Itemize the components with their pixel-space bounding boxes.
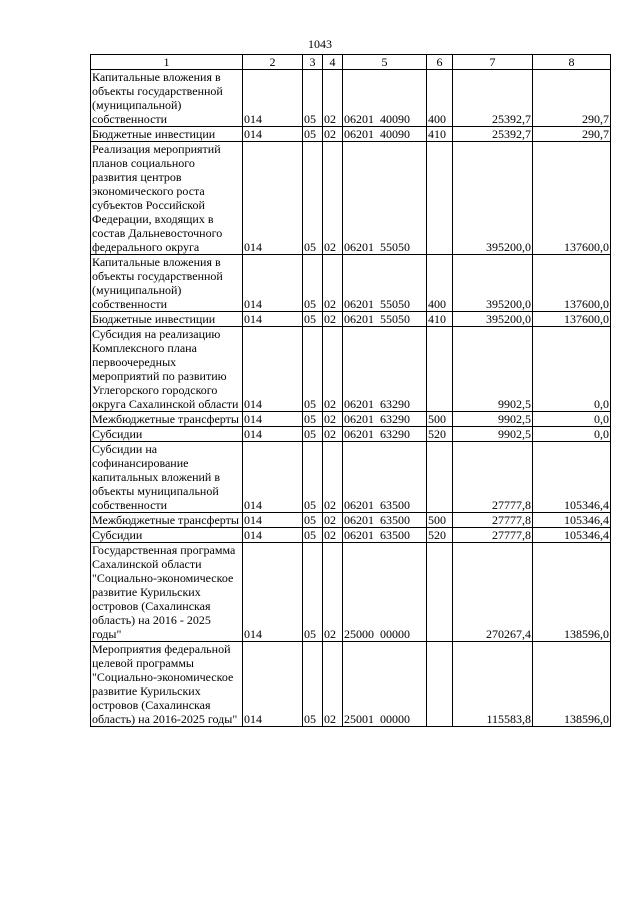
expense-type-cell: 500 [427,513,453,528]
target-code-program: 06201 [344,427,374,441]
amount-2019-cell: 25392,7 [453,127,533,142]
row-name-text: Капитальные вложения в объекты государственной (муниципальной) собственности [92,255,223,311]
table-row [91,513,611,528]
row-name-cell [91,513,243,528]
subsection-code-cell: 02 [323,513,343,528]
row-name-text: Субсидии [92,427,143,441]
subsection-code-cell: 02 [323,642,343,727]
target-code-cell [343,528,427,543]
section-code-cell: 05 [303,513,323,528]
budget-table [90,54,611,727]
amount-2020-cell: 0,0 [533,327,611,412]
ministry-code-cell: 014 [243,513,303,528]
subsection-code-cell: 02 [323,70,343,127]
table-row [91,70,611,127]
column-header: 2 [243,55,303,70]
target-code-program: 06201 [344,528,374,542]
target-code-direction: 55050 [380,312,410,326]
amount-2019-cell: 9902,5 [453,412,533,427]
amount-2020-cell: 290,7 [533,70,611,127]
amount-2019-cell: 27777,8 [453,442,533,513]
column-header: 5 [343,55,427,70]
column-header: 1 [91,55,243,70]
row-name-text: Межбюджетные трансферты [92,513,239,527]
table-row [91,127,611,142]
expense-type-cell [427,142,453,255]
amount-2020-cell: 0,0 [533,412,611,427]
column-header: 3 [303,55,323,70]
ministry-code-cell: 014 [243,70,303,127]
target-code-cell [343,142,427,255]
target-code-program: 06201 [344,297,374,311]
target-code-direction: 00000 [380,712,410,726]
ministry-code-cell: 014 [243,543,303,642]
ministry-code-cell: 014 [243,255,303,312]
target-code-direction: 63500 [380,528,410,542]
target-code-program: 06201 [344,498,374,512]
row-name-cell [91,427,243,442]
target-code-direction: 55050 [380,297,410,311]
section-code-cell: 05 [303,142,323,255]
row-name-text: Капитальные вложения в объекты государственной (муниципальной) собственности [92,70,223,126]
target-code-cell [343,127,427,142]
amount-2019-cell: 395200,0 [453,255,533,312]
target-code-cell [343,642,427,727]
amount-2020-cell: 138596,0 [533,543,611,642]
target-code-cell [343,412,427,427]
table-row [91,327,611,412]
subsection-code-cell: 02 [323,127,343,142]
table-row [91,255,611,312]
row-name-cell [91,312,243,327]
table-row [91,442,611,513]
target-code-program: 06201 [344,240,374,254]
row-name-text: Мероприятия федеральной целевой программы "Социально-экономическое развитие Курильских островов (Сахалинская область) на 2016-2025 годы" [92,642,238,726]
section-code-cell: 05 [303,127,323,142]
subsection-code-cell: 02 [323,255,343,312]
target-code-direction: 00000 [380,627,410,641]
section-code-cell: 05 [303,312,323,327]
row-name-cell [91,142,243,255]
subsection-code-cell: 02 [323,312,343,327]
section-code-cell: 05 [303,427,323,442]
target-code-program: 25001 [344,712,374,726]
target-code-direction: 63290 [380,397,410,411]
row-name-text: Реализация мероприятий планов социального развития центров экономического роста субъектов Российской Федерации, входящих в состав Дальневосточного федерального округа [92,142,223,254]
expense-type-cell: 520 [427,528,453,543]
ministry-code-cell: 014 [243,127,303,142]
amount-2020-cell: 0,0 [533,427,611,442]
row-name-cell [91,412,243,427]
amount-2019-cell: 395200,0 [453,312,533,327]
ministry-code-cell: 014 [243,427,303,442]
section-code-cell: 05 [303,528,323,543]
row-name-text: Субсидии [92,528,143,542]
ministry-code-cell: 014 [243,312,303,327]
column-header: 7 [453,55,533,70]
expense-type-cell [427,442,453,513]
ministry-code-cell: 014 [243,642,303,727]
row-name-cell [91,642,243,727]
row-name-cell [91,327,243,412]
amount-2020-cell: 137600,0 [533,142,611,255]
subsection-code-cell: 02 [323,528,343,543]
subsection-code-cell: 02 [323,442,343,513]
expense-type-cell [427,642,453,727]
target-code-cell [343,543,427,642]
expense-type-cell: 410 [427,127,453,142]
section-code-cell: 05 [303,70,323,127]
expense-type-cell: 400 [427,255,453,312]
row-name-cell [91,255,243,312]
target-code-cell [343,255,427,312]
amount-2020-cell: 105346,4 [533,513,611,528]
column-header: 4 [323,55,343,70]
amount-2020-cell: 290,7 [533,127,611,142]
row-name-text: Бюджетные инвестиции [92,312,216,326]
target-code-direction: 63500 [380,513,410,527]
section-code-cell: 05 [303,442,323,513]
amount-2019-cell: 9902,5 [453,427,533,442]
expense-type-cell: 500 [427,412,453,427]
ministry-code-cell: 014 [243,142,303,255]
ministry-code-cell: 014 [243,327,303,412]
subsection-code-cell: 02 [323,412,343,427]
subsection-code-cell: 02 [323,142,343,255]
table-header-row [91,55,611,70]
expense-type-cell [427,543,453,642]
ministry-code-cell: 014 [243,442,303,513]
amount-2020-cell: 105346,4 [533,528,611,543]
row-name-text: Государственная программа Сахалинской области "Социально-экономическое развитие Курильских островов (Сахалинская область) на 2016 - 2025 годы" [92,543,236,641]
page-number: 1043 [308,37,332,51]
expense-type-cell: 520 [427,427,453,442]
target-code-cell [343,442,427,513]
amount-2019-cell: 395200,0 [453,142,533,255]
ministry-code-cell: 014 [243,412,303,427]
target-code-direction: 40090 [380,112,410,126]
amount-2019-cell: 27777,8 [453,528,533,543]
subsection-code-cell: 02 [323,427,343,442]
target-code-program: 06201 [344,397,374,411]
row-name-text: Субсидии на софинансирование капитальных вложений в объекты муниципальной собственности [92,442,221,512]
table-row [91,642,611,727]
table-row [91,412,611,427]
target-code-program: 06201 [344,112,374,126]
table-row [91,528,611,543]
row-name-cell [91,127,243,142]
amount-2019-cell: 9902,5 [453,327,533,412]
expense-type-cell [427,327,453,412]
target-code-cell [343,327,427,412]
section-code-cell: 05 [303,412,323,427]
row-name-cell [91,543,243,642]
section-code-cell: 05 [303,543,323,642]
target-code-cell [343,70,427,127]
amount-2019-cell: 25392,7 [453,70,533,127]
table-row [91,142,611,255]
target-code-program: 06201 [344,127,374,141]
section-code-cell: 05 [303,255,323,312]
row-name-text: Межбюджетные трансферты [92,412,239,426]
ministry-code-cell: 014 [243,528,303,543]
subsection-code-cell: 02 [323,327,343,412]
table-row [91,427,611,442]
target-code-direction: 55050 [380,240,410,254]
subsection-code-cell: 02 [323,543,343,642]
target-code-direction: 63290 [380,427,410,441]
target-code-cell [343,312,427,327]
table-row [91,543,611,642]
section-code-cell: 05 [303,327,323,412]
row-name-text: Субсидия на реализацию Комплексного плана первоочередных мероприятий по развитию Углегорского городского округа Сахалинской области [92,327,239,411]
amount-2019-cell: 270267,4 [453,543,533,642]
row-name-cell [91,528,243,543]
target-code-direction: 40090 [380,127,410,141]
table-row [91,312,611,327]
target-code-program: 06201 [344,513,374,527]
amount-2020-cell: 105346,4 [533,442,611,513]
amount-2020-cell: 137600,0 [533,312,611,327]
section-code-cell: 05 [303,642,323,727]
expense-type-cell: 410 [427,312,453,327]
target-code-program: 06201 [344,312,374,326]
amount-2020-cell: 137600,0 [533,255,611,312]
target-code-direction: 63290 [380,412,410,426]
row-name-text: Бюджетные инвестиции [92,127,216,141]
expense-type-cell: 400 [427,70,453,127]
target-code-cell [343,427,427,442]
amount-2020-cell: 138596,0 [533,642,611,727]
amount-2019-cell: 27777,8 [453,513,533,528]
target-code-direction: 63500 [380,498,410,512]
row-name-cell [91,442,243,513]
amount-2019-cell: 115583,8 [453,642,533,727]
target-code-program: 06201 [344,412,374,426]
target-code-program: 25000 [344,627,374,641]
target-code-cell [343,513,427,528]
column-header: 6 [427,55,453,70]
column-header: 8 [533,55,611,70]
row-name-cell [91,70,243,127]
